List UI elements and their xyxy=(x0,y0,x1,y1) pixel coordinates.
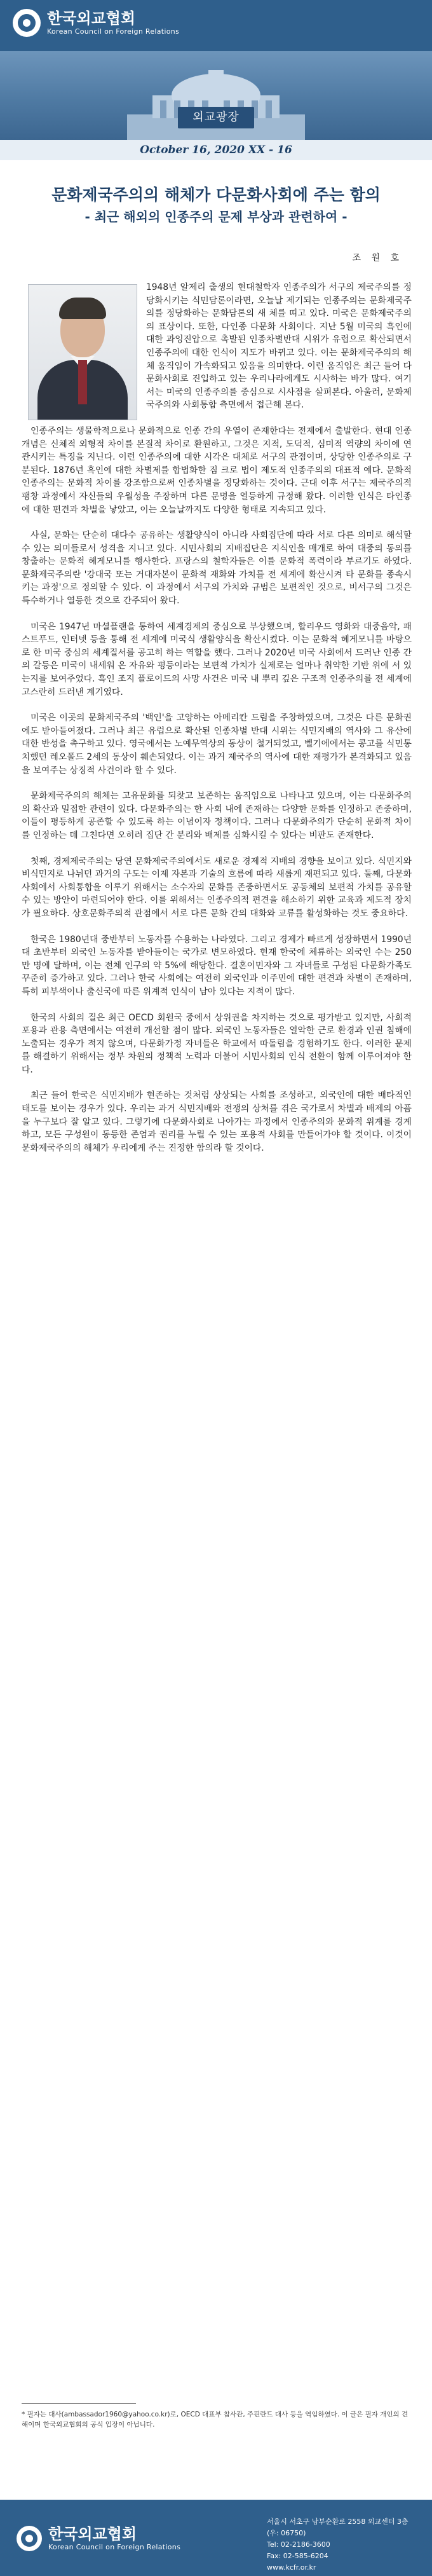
org-logo[interactable] xyxy=(13,9,179,37)
article-paragraph: 한국은 1980년대 중반부터 노동자를 수용하는 나라였다. 그리고 경제가 빠르게 성장하면서 1990년대 초반부터 외국인 노동자를 받아들이는 국가로 변모하였다. 현재 한국에 체류하는 외국인 수는 250만 명에 달하며, 이는 전체 인구의 약 5%에 해당한다. 결혼이민자와 그 자녀들로 구성된 다문화가족도 꾸준히 증가하고 있다. 그러나 한국 사회에는 여전히 외국인과 이주민에 대한 편견과 차별이 존재하며, 특히 피부색이나 출신국에 따른 위계적 인식이 남아 있다는 지적이 많다. xyxy=(22,934,412,997)
footer-address: 서울시 서초구 남부순환로 2558 외교센터 3층 (우: 06750) xyxy=(267,2518,408,2537)
org-name-en: Korean Council on Foreign Relations xyxy=(47,27,180,36)
org-logo-text xyxy=(47,10,179,36)
footer-web-link[interactable]: www.kcfr.or.kr xyxy=(267,2563,316,2572)
section-label: 외교광장 xyxy=(178,107,254,128)
article-author: 조 원 호 xyxy=(352,253,403,263)
article-title: 문화제국주의의 해체가 다문화사회에 주는 함의 xyxy=(51,186,381,204)
author-footnote: * 필자는 대사(ambassador1960@yahoo.co.kr)로, OECD 대표부 참사관, 주핀란드 대사 등을 역임하였다. 이 글은 필자 개인의 견해이며 한국외교협회의 공식 입장이 아닙니다. xyxy=(22,2411,408,2429)
footer-org-name-en: Korean Council on Foreign Relations xyxy=(48,2543,181,2551)
article-paragraph: 미국은 1947년 마셜플랜을 통하여 세계경제의 중심으로 부상했으며, 할리우드 영화와 대중음악, 패스트푸드, 인터넷 등을 통해 전 세계에 미국식 생활양식을 확산시켰다. 이는 문화적 헤게모니를 바탕으로 한 미국 중심의 세계질서를 공고히 하는 역할을 했다. 그러나 2020년 미국 사회에서 드러난 인종 간의 갈등은 미국이 내세워 온 자유와 평등이라는 보편적 가치가 실제로는 얼마나 취약한 기반 위에 서 있는지를 보여주었다. 흑인 조지 플로이드의 사망 사건은 미국 내 뿌리 깊은 구조적 인종주의를 전 세계에 고스란히 드러낸 계기였다. xyxy=(22,621,412,697)
footer-fax: Fax: 02-585-6204 xyxy=(267,2552,328,2560)
article-paragraph: 1948년 알제리 출생의 현대철학자 인종주의가 서구의 제국주의를 정당화시키는 식민담론이라면, 오늘날 제기되는 인종주의는 문화제국주의를 정당화하는 문화담론의 새 체를 띠고 있다. 미국은 문화제국주의의 표상이다. 또한, 다인종 다문화 사회이다. 지난 5월 미국의 흑인에 대한 과잉진압으로 촉발된 인종차별반대 시위가 유럽으로 확산되면서 인종주의에 대한 인식이 지도가 바뀌고 있다. 이는 문화제국주의의 해체 움직임이 가속화되고 있음을 의미한다. 이런 움직임은 최근 들어 다문화사회로 진입하고 있는 우리나라에게도 시사하는 바가 많다. 여기서는 미국의 인종주의를 중심으로 시사점을 살펴본다. 아울러, 문화제국주의와 사회통합 측면에서 접근해 본다. xyxy=(146,282,412,411)
article-paragraph: 사실, 문화는 단순히 대다수 공유하는 생활양식이 아니라 사회집단에 따라 서로 다른 의미로 해석할 수 있는 의미들로서 성격을 지니고 있다. 시민사회의 지배집단은 지식인을 매개로 하여 대중의 동의를 창출하는 문화적 헤게모니를 행사한다. 프랑스의 철학자들은 이를 문화적 폭력이라 부르기도 하였다. 문화제국주의란 '강대국 또는 거대자본이 문화적 재화와 가치를 전 세계에 확산시켜 타 문화를 종속시키는 과정'으로 정의할 수 있다. 이 과정에서 서구의 가치와 규범은 보편적인 것으로, 비서구의 그것은 특수하거나 열등한 것으로 간주되어 왔다. xyxy=(22,530,412,606)
footer-contact xyxy=(267,2516,419,2573)
article-body xyxy=(22,281,412,1167)
issue-date: October 16, 2020 XX - 16 xyxy=(140,144,292,156)
article-paragraph: 인종주의는 생물학적으로나 문화적으로 인종 간의 우열이 존재한다는 전제에서 출발한다. 현대 인종개념은 신체적 외형적 차이를 본질적 차이로 환원하고, 그것은 지적, 도덕적, 심미적 역량의 차이에 연관시키는 특징을 지닌다. 이런 인종주의에 대한 시각은 대체로 서구의 관점이며, 상당한 인종주의로 구분된다. 1876년 흑인에 대한 차별제를 합법화한 짐 크로 법이 제도적 인종주의의 대표적 예다. 문화적 인종주의는 문화적 차이를 강조함으로써 인종차별을 정당화하는 것이다. 근대 이후 서구는 제국주의적 팽창 과정에서 자신들의 우월성을 주장하며 다른 문명을 열등하게 규정해 왔다. 이러한 인식은 타인종에 대한 편견과 차별을 낳았고, 이는 오늘날까지도 다양한 형태로 지속되고 있다. xyxy=(22,425,412,515)
footer-emblem-icon xyxy=(17,2526,42,2551)
org-name-ko: 한국외교협회 xyxy=(47,10,136,27)
article-subtitle: - 최근 해외의 인종주의 문제 부상과 관련하여 - xyxy=(84,209,348,224)
portrait-spacer xyxy=(22,281,146,422)
org-emblem-icon xyxy=(13,9,41,37)
footer-phone: Tel: 02-2186-3600 xyxy=(267,2540,330,2549)
footer-org-name-ko: 한국외교협회 xyxy=(48,2525,137,2543)
footer-logo[interactable] xyxy=(17,2525,180,2552)
article-paragraph: 한국의 사회의 질은 최근 OECD 회원국 중에서 상위권을 차지하는 것으로 평가받고 있지만, 사회적 포용과 관용 측면에서는 여전히 개선할 점이 많다. 외국인 노동자들은 열악한 근로 환경과 인권 침해에 노출되는 경우가 적지 않으며, 다문화가정 자녀들은 학교에서 따돌림을 경험하기도 한다. 이러한 문제를 해결하기 위해서는 정부 차원의 정책적 노력과 더불어 시민사회의 인식 전환이 함께 이루어져야 한다. xyxy=(22,1012,412,1075)
footnote-divider xyxy=(22,2403,136,2404)
building-illustration-icon xyxy=(127,70,305,140)
article-paragraph: 최근 들어 한국은 식민지배가 현존하는 것처럼 상상되는 사회를 조성하고, 외국인에 대한 배타적인 태도를 보이는 경우가 있다. 우리는 과거 식민지배와 전쟁의 상처를 겪은 국가로서 차별과 배제의 아픔을 누구보다 잘 알고 있다. 그렇기에 다문화사회로 나아가는 과정에서 인종주의와 문화적 위계를 경계하고, 모든 구성원이 동등한 존엄과 권리를 누릴 수 있는 포용적 사회를 만들어가야 할 것이다. 이것이 문화제국주의의 해체가 우리에게 주는 진정한 함의라 할 것이다. xyxy=(22,1090,412,1153)
footer-logo-text xyxy=(48,2525,180,2552)
article-paragraph: 첫째, 경제제국주의는 당연 문화제국주의에서도 새로운 경제적 지배의 경향을 보이고 있다. 식민지와 비식민지로 나뉘던 과거의 구도는 이제 자본과 기술의 흐름에 따라 새롭게 재편되고 있다. 둘째, 다문화 사회에서 사회통합을 이루기 위해서는 소수자의 문화를 존중하면서도 공동체의 보편적 가치를 공유할 수 있는 방안이 마련되어야 한다. 이를 위해서는 인종주의적 편견을 해소하기 위한 교육과 제도적 장치가 필요하다. 상호문화주의적 관점에서 서로 다른 문화 간의 대화와 교류를 활성화하는 것도 중요하다. xyxy=(22,856,412,919)
article-paragraph: 미국은 이곳의 문화제국주의 '백인'을 고양하는 아메리칸 드림을 주창하였으며, 그것은 다른 문화권에도 받아들여졌다. 그러나 최근 유럽으로 확산된 인종차별 반대 시위는 식민지배의 역사와 그 유산에 대한 반성을 촉구하고 있다. 영국에서는 노예무역상의 동상이 철거되었고, 벨기에에서는 콩고를 식민통치했던 레오폴드 2세의 동상이 훼손되었다. 이는 과거 제국주의 역사에 대한 재평가가 본격화되고 있음을 보여주는 상징적 사건이라 할 수 있다. xyxy=(22,713,412,776)
article-paragraph: 문화제국주의의 해체는 고유문화를 되찾고 보존하는 움직임으로 나타나고 있으며, 이는 다문화주의의 확산과 밀접한 관련이 있다. 다문화주의는 한 사회 내에 존재하는 다양한 문화를 인정하고 존중하며, 이들이 평등하게 공존할 수 있도록 하는 이념이자 정책이다. 그러나 다문화주의가 단순히 문화적 차이를 인정하는 데 그친다면 오히려 집단 간 분리와 배제를 심화시킬 수 있다는 비판도 존재한다. xyxy=(22,791,412,840)
